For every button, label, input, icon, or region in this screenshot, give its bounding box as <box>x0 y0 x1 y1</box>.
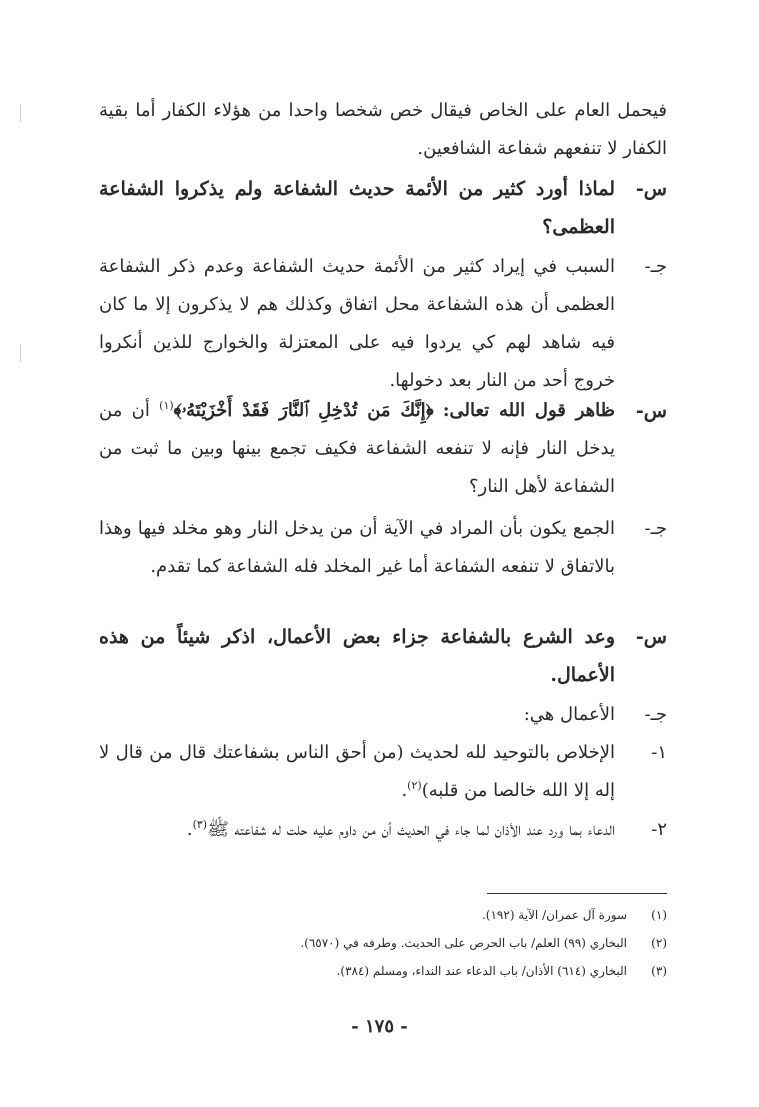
question-2 <box>99 392 667 506</box>
footnote-text: سورة آل عمران/ الآية (١٩٢). <box>481 908 627 922</box>
answer-text: السبب في إيراد كثير من الأئمة حديث الشفاعة وعدم ذكر الشفاعة العظمى أن هذه الشفاعة محل اتفاق وكذلك هم لا يذكرون إلا ما كان فيه شاهد لهم كي يردوا فيه على المعتزلة والخوارج للذين أنكروا خروج أحد من النار بعد دخولها. <box>99 256 615 391</box>
footnote-text: البخاري (٦١٤) الأذان/ باب الدعاء عند النداء، ومسلم (٣٨٤). <box>336 964 627 978</box>
list-item <box>99 811 667 849</box>
question-marker: س- <box>635 626 667 648</box>
list-item <box>99 734 667 810</box>
answer-1 <box>99 248 667 400</box>
question-text <box>99 392 615 506</box>
list-item-number: ٢- <box>651 819 667 840</box>
list-item-number: ١- <box>651 742 667 763</box>
question-1 <box>99 170 667 246</box>
footnote <box>99 933 667 953</box>
footnote-ref: (٢) <box>407 779 422 792</box>
answer-marker: جـ- <box>644 704 667 725</box>
intro-paragraph: فيحمل العام على الخاص فيقال خص شخصا واحدا من هؤلاء الكفار أما بقية الكفار لا تنفعهم شفاعة الشافعين. <box>99 100 667 159</box>
answer-marker: جـ- <box>644 256 667 277</box>
answer-text: الجمع يكون بأن المراد في الآية أن من يدخل النار وهو مخلد فيها وهذا بالاتفاق لا تنفعه الشفاعة أما غير المخلد فله الشفاعة كما تقدم. <box>99 518 615 577</box>
question-marker: س- <box>635 178 667 200</box>
question-marker: س- <box>635 400 667 422</box>
footnote-divider <box>487 893 667 894</box>
footnote <box>99 905 667 925</box>
question-rest: أن من يدخل النار فإنه لا تنفعه الشفاعة فكيف تجمع بينها وبين ما ثبت من الشفاعة لأهل النار؟ <box>99 400 615 497</box>
page-number: - ١٧٥ - <box>351 1016 408 1037</box>
list-item-text: الدعاء بما ورد عند الأذان لما جاء في الحديث أن من داوم عليه حلت له شفاعته ﷺ$^{(٣)}$. <box>186 818 615 840</box>
quran-verse: ﴿إِنَّكَ مَن تُدْخِلِ ٱلنَّارَ فَقَدْ أَخْزَيْتَهُۥ﴾ <box>173 400 434 421</box>
list-item-text: الإخلاص بالتوحيد لله لحديث (من أحق الناس بشفاعتك قال من قال لا إله إلا الله خالصا من قلبه)$^{(٢)}$. <box>99 742 615 801</box>
footnote <box>99 961 667 981</box>
margin-mark <box>20 344 21 362</box>
question-text: لماذا أورد كثير من الأئمة حديث الشفاعة ولم يذكروا الشفاعة العظمى؟ <box>99 178 615 238</box>
footnote-number: (٣) <box>651 964 667 978</box>
question-text: وعد الشرع بالشفاعة جزاء بعض الأعمال، اذكر شيئاً من هذه الأعمال. <box>99 626 615 686</box>
footnote-number: (٢) <box>651 936 667 950</box>
footnote-text: البخاري (٩٩) العلم/ باب الحرص على الحديث. وطرفه في (٦٥٧٠). <box>300 936 627 950</box>
answer-2 <box>99 510 667 586</box>
footnote-number: (١) <box>651 908 667 922</box>
footnote-ref: (٣) <box>192 818 208 831</box>
footnote-ref: (١) <box>159 399 174 412</box>
question-lead: ظاهر قول الله تعالى: <box>442 400 615 421</box>
answer-marker: جـ- <box>644 518 667 539</box>
answer-text: الأعمال هي: <box>523 704 615 725</box>
margin-mark <box>20 104 21 122</box>
answer-3 <box>99 696 667 734</box>
question-3 <box>99 618 667 694</box>
